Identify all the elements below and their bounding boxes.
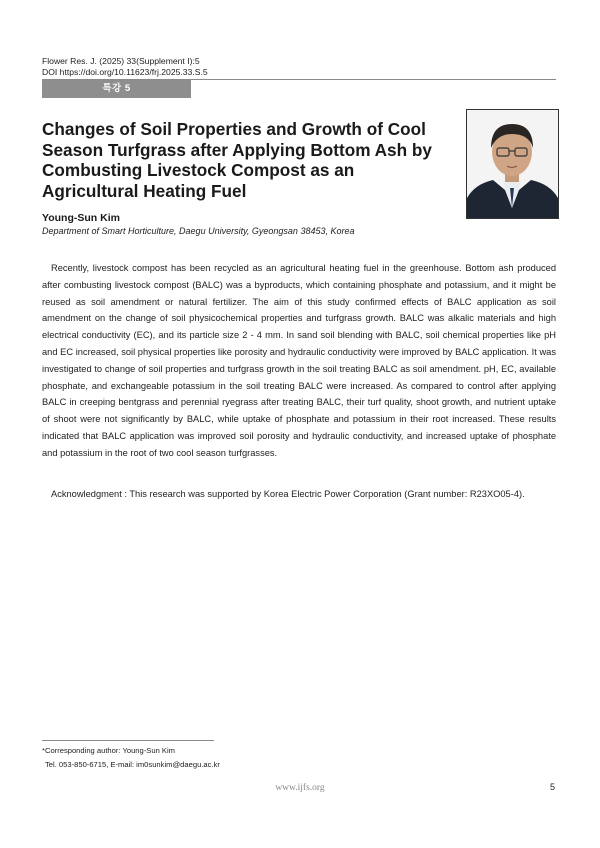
footnote-divider	[42, 740, 214, 741]
abstract-text: Recently, livestock compost has been recycled as an agricultural heating fuel in the greenhouse. Bottom ash produced after combusting livestock compost (BALC) was a byproducts, which containing phosphate and potassium, and it might be reused as soil amendment or natural fertilizer. The aim of this study confirmed effects of BALC application as soil amendment on the change of soil physicochemical properties and turfgrass growth. BALC was alkalic materials and high electrical conductivity (EC), and its particle size 2 - 4 mm. In sand soil blending with BALC, soil chemical properties like pH and EC increased, soil physical properties like porosity and hydraulic conductivity were improved by BALC application. It was investigated to change of soil properties and turfgrass growth in the soil treating BALC as soil amendment. pH, EC, available phosphate, and exchangeable potassium in the soil treating BALC were increased. As compared to control after applying BALC in creeping bentgrass and perennial ryegrass after treating BALC, their turf quality, shoot growth, and nutrient uptake of shoot were not significantly by BALC, while uptake of phosphate and potassium in their root increased. These results indicated that BALC application was improved soil porosity and hydraulic conductivity, and increased uptake of phosphate and potassium in the root of two cool season turfgrasses.	[42, 263, 556, 458]
section-tag: 특강 5	[42, 80, 191, 98]
author-photo	[466, 109, 559, 219]
corresponding-author: *Corresponding author: Young-Sun Kim	[42, 746, 175, 755]
page-number: 5	[550, 782, 556, 792]
author-affiliation: Department of Smart Horticulture, Daegu University, Gyeongsan 38453, Korea	[42, 226, 355, 236]
acknowledgment-text: Acknowledgment : This research was supported by Korea Electric Power Corporation (Grant number: R23XO05-4).	[51, 489, 525, 499]
article-title: Changes of Soil Properties and Growth of Cool Season Turfgrass after Applying Bottom Ash by Combusting Livestock Compost as an Agricultural Heating Fuel	[42, 119, 432, 201]
contact-info: Tel. 053-850-6715, E-mail: im0sunkim@daegu.ac.kr	[45, 760, 220, 769]
doi-link[interactable]: DOI https://doi.org/10.11623/frj.2025.33.S.5	[42, 67, 208, 77]
website-url[interactable]: www.ijfs.org	[275, 783, 325, 793]
author-name: Young-Sun Kim	[42, 212, 120, 224]
journal-citation: Flower Res. J. (2025) 33(Supplement I):5	[42, 56, 200, 66]
